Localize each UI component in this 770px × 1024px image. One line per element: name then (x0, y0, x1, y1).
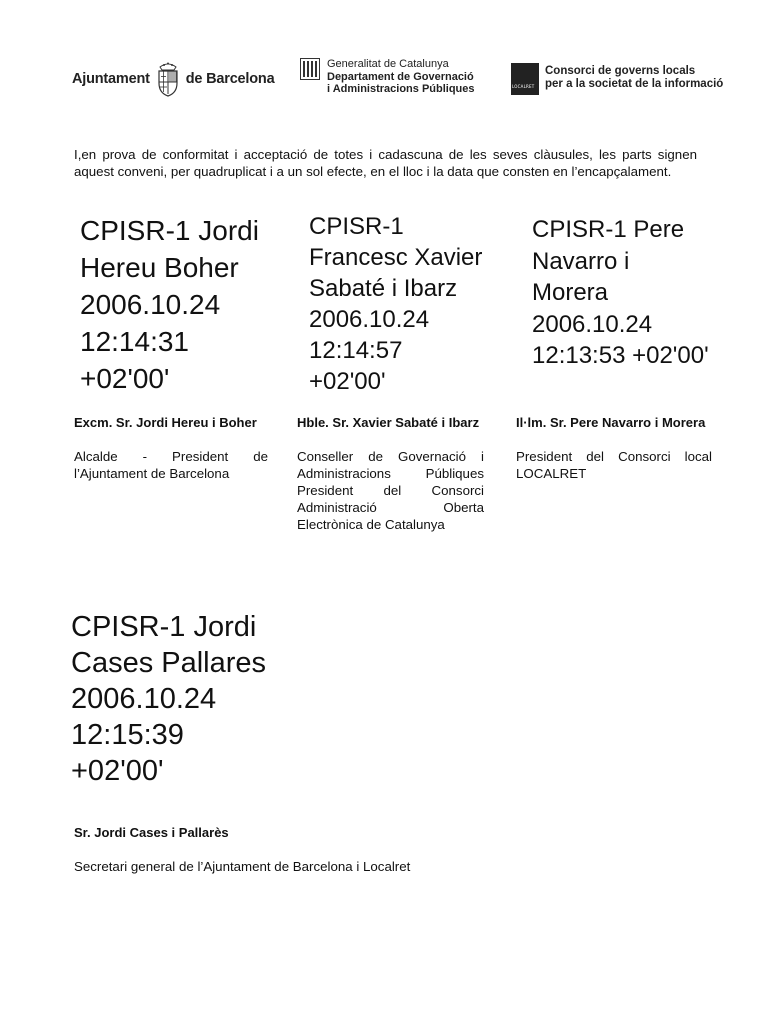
stamp-line: +02'00' (80, 363, 170, 394)
localret-mark-icon (511, 63, 539, 95)
stamp-line: CPISR-1 (309, 213, 404, 240)
stamp-line: 12:13:53 +02'00' (532, 342, 709, 369)
stamp-line: 2006.10.24 (71, 683, 217, 715)
stamp-line: Cases Pallares (71, 647, 267, 679)
signatory-role: Secretari general de l’Ajuntament de Barcelona i Localret (74, 859, 411, 874)
signatory-name: Excm. Sr. Jordi Hereu i Boher (74, 415, 257, 430)
signatory-hereu (74, 414, 268, 482)
localret-line-2: per a la societat de la informació (545, 78, 724, 90)
stamp-line: 12:14:31 (80, 326, 189, 357)
signatory-role: President del Consorci local LOCALRET (516, 449, 712, 481)
stamp-line: CPISR-1 Jordi (71, 611, 257, 643)
stamp-line: Hereu Boher (80, 252, 239, 283)
signatory-role: Conseller de Governació i Administracions Públiques President del Consorci Administració Oberta Electrònica de Catalunya (297, 449, 484, 532)
signatory-sabate (297, 414, 484, 533)
generalitat-emblem-icon (300, 58, 320, 80)
signature-stamp-hereu (80, 212, 259, 397)
signature-stamp-navarro (532, 214, 709, 372)
stamp-line: 2006.10.24 (309, 306, 430, 333)
localret-line-1: Consorci de governs locals (545, 65, 696, 77)
stamp-line: CPISR-1 Jordi (80, 215, 259, 246)
signatory-cases (74, 824, 414, 875)
generalitat-name: Generalitat de Catalunya (327, 58, 449, 70)
de-barcelona-label: de Barcelona (185, 71, 275, 87)
stamp-line: CPISR-1 Pere (532, 216, 685, 243)
intro-paragraph: I,en prova de conformitat i acceptació de totes i cadascuna de les seves clàusules, les parts signen aquest conveni, per quadruplicat i a un sol efecte, en el lloc i la data que consten en l’encapçalament. (74, 147, 697, 179)
stamp-line: 2006.10.24 (80, 289, 221, 320)
stamp-line: Sabaté i Ibarz (309, 275, 458, 302)
localret-logo (511, 58, 723, 95)
stamp-line: +02'00' (71, 755, 164, 787)
signature-stamp-cases (71, 609, 266, 789)
stamp-line: +02'00' (309, 368, 386, 395)
barcelona-crest-icon (156, 61, 180, 97)
signatory-role: Alcalde - President de l’Ajuntament de Barcelona (74, 449, 268, 481)
stamp-line: Navarro i (532, 247, 630, 275)
generalitat-logo (300, 58, 475, 96)
signatory-navarro (516, 414, 712, 482)
localret-mark-text: LOCALRET (512, 84, 535, 89)
department-name: Departament de Governació (327, 70, 474, 83)
ajuntament-label: Ajuntament (72, 71, 150, 87)
ajuntament-barcelona-logo (72, 60, 274, 98)
stamp-line: Morera (532, 279, 609, 306)
stamp-line: 12:15:39 (71, 719, 184, 751)
stamp-line: Francesc Xavier (309, 244, 483, 271)
stamp-line: 2006.10.24 (532, 310, 653, 338)
signatory-name: Hble. Sr. Xavier Sabaté i Ibarz (297, 415, 480, 430)
signature-stamp-sabate (309, 211, 482, 397)
signatory-name: Sr. Jordi Cases i Pallarès (74, 825, 229, 840)
signatory-name: Il·lm. Sr. Pere Navarro i Morera (516, 415, 706, 430)
department-name-2: i Administracions Públiques (327, 83, 475, 95)
stamp-line: 12:14:57 (309, 337, 403, 364)
